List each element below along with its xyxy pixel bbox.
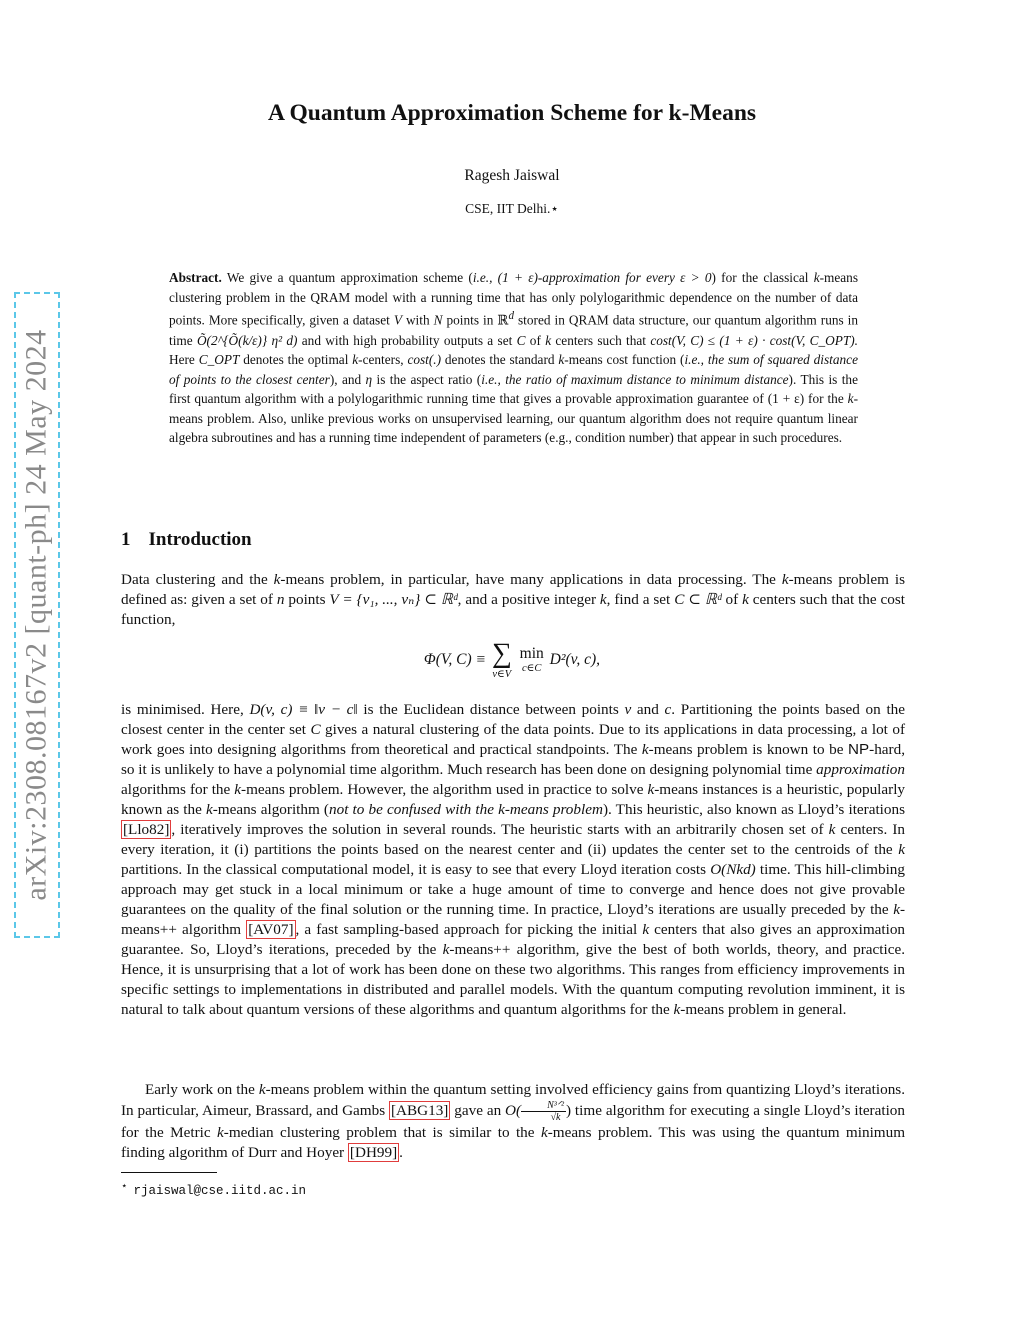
body-text: time. This hill-climbing approach may get stuck in a local minimum or take a huge amount of time to converge and hence does not give provable guarantees on the quality of the final solution or the running time. In practice, Lloyd’s iterations are usually preceded by the (121, 861, 905, 918)
body-text: -means problem in general. (680, 1001, 847, 1018)
math-k: k (828, 821, 836, 838)
math-big-o-close: ) (565, 1101, 572, 1119)
math-k: k (558, 352, 565, 368)
math-k: k (742, 591, 749, 608)
math-k: k (540, 1124, 548, 1141)
body-text: gives a natural clustering of the data points. Due to its applications in data processing, a lot of work goes into designing algorithms from theoretical and practical standpoints. The (121, 721, 906, 758)
section-number: 1 (121, 529, 131, 550)
math-k: k (673, 1001, 681, 1018)
footnote-rule (121, 1172, 217, 1173)
body-text: -median clustering problem that is similar to the (223, 1124, 541, 1141)
body-text: gave an (450, 1101, 506, 1119)
author-affiliation: CSE, IIT Delhi.⋆ (465, 201, 559, 216)
abstract-label: Abstract. (169, 270, 222, 285)
math-center-set-c: C (310, 721, 321, 738)
author-name: Ragesh Jaiswal (464, 167, 560, 184)
body-text: ). This heuristic, also known as Lloyd’s iterations (602, 801, 906, 818)
abstract-text: i.e., the ratio of maximum distance to minimum distance (481, 371, 789, 387)
emphasis-approximation: approximation (816, 761, 905, 778)
math-k: k (205, 801, 213, 818)
body-text: , a fast sampling-based approach for picking the initial (295, 921, 643, 938)
math-k: k (642, 921, 650, 938)
math-n: N (433, 312, 443, 328)
math-big-o-open: O( (505, 1101, 522, 1119)
math-k: k (599, 591, 607, 608)
body-text: algorithms for the (121, 781, 235, 798)
abstract-text: ), and (329, 371, 366, 387)
body-text: , iteratively improves the solution in several rounds. The heuristic starts with an arbitrarily chosen set of (171, 821, 829, 838)
abstract-text: denotes the optimal (239, 352, 353, 368)
abstract-text: i.e., (1 + ε)-approximation for every ε > 0 (472, 270, 712, 285)
math-point-set: V = {v₁, ..., vₙ} ⊂ ℝᵈ (329, 591, 458, 608)
body-text: is minimised. Here, (121, 701, 250, 718)
math-k: k (273, 571, 281, 588)
math-k: k (647, 781, 655, 798)
math-k: k (234, 781, 242, 798)
math-k: k (217, 1124, 224, 1141)
math-k: k (442, 941, 450, 958)
math-center-set: C ⊂ ℝᵈ (674, 591, 722, 608)
body-text: centers that also gives an approximation guarantee. So, Lloyd’s iterations, preceded by the (121, 921, 906, 958)
math-k: k (813, 270, 820, 285)
body-text: . Partitioning the points based on the closest center in the center set (121, 701, 905, 738)
math-v: v (624, 701, 632, 718)
section-title: Introduction (148, 529, 252, 550)
running-time-formula: Õ(2^{Õ(k/ε)} η² d) (196, 332, 298, 348)
abstract-text: denotes the standard (441, 352, 559, 368)
abstract-text: points in (442, 312, 498, 328)
body-text: of (721, 591, 743, 608)
math-k: k (352, 352, 359, 368)
body-text: -means problem is defined as: given a set of (121, 571, 905, 608)
arxiv-stamp (14, 292, 60, 938)
body-text: -means algorithm ( (212, 801, 329, 818)
citation-dh99[interactable]: [DH99] (349, 1144, 398, 1161)
math-k: k (781, 571, 789, 588)
emphasis-not-confused: not to be confused with the k-means problem (329, 801, 603, 818)
abstract-text: of (525, 332, 546, 348)
body-text: -means problem. This was using the quantum minimum finding algorithm of Durr and Hoyer (121, 1124, 906, 1161)
math-k: k (641, 741, 649, 758)
abstract-text: We give a quantum approximation scheme ( (226, 270, 473, 285)
equation-lhs: Φ(V, C) ≡ (423, 650, 486, 668)
abstract-text: -means problem. Also, unlike previous works on unsupervised learning, our quantum algorithm does not require quantum linear algebra subroutines and has a running time independent of parameters (e.g., condition number) that appear in such procedures. (169, 391, 858, 446)
math-eta: η (365, 371, 373, 387)
section-heading (121, 529, 252, 551)
abstract-text: ) for the classical (711, 270, 814, 285)
math-cost: cost(.) (407, 352, 442, 368)
math-c: c (664, 701, 672, 718)
math-k: k (898, 841, 905, 858)
body-text: -means++ algorithm, give the best of both worlds, theory, and practice. Hence, it is unsurprising that a lot of work has been done on these two algorithms. This ranges from efficiency improvements in specific settings to implementations in distributed and parallel models. With the quantum computing revolution imminent, it is natural to talk about quantum versions of these algorithms and quantum algorithms for the (121, 941, 906, 1018)
citation-llo82[interactable]: [Llo82] (123, 821, 170, 838)
abstract-text: stored in QRAM data structure, our quantum algorithm runs in time (169, 312, 859, 348)
equation-rhs: D²(v, c), (549, 650, 601, 668)
body-text: points (284, 591, 330, 608)
abstract-text: Here (169, 352, 199, 368)
abstract-text: is the aspect ratio ( (372, 371, 482, 387)
abstract (169, 268, 858, 448)
abstract-text: ). This is the first quantum algorithm with a polylogarithmic running time that gives a provable approximation guarantee of (1 + ε) for the (169, 371, 858, 407)
citation-av07[interactable]: [AV07] (248, 921, 294, 938)
cost-inequality: cost(V, C) ≤ (1 + ε) · cost(V, C_OPT). (650, 332, 858, 348)
math-distance: D(v, c) ≡ ‖v − c‖ (249, 701, 358, 718)
abstract-text: centers such that (551, 332, 651, 348)
math-d: d (508, 310, 514, 322)
math-k: k (847, 391, 854, 407)
body-text: Data clustering and the (121, 571, 274, 588)
min-operator: min (519, 644, 544, 662)
body-text: is the Euclidean distance between points (357, 701, 625, 718)
body-text: -means problem is known to be (648, 741, 849, 758)
body-text: -means problem. However, the algorithm used in practice to solve (241, 781, 648, 798)
np-class: NP (848, 741, 870, 758)
math-copt: C_OPT (198, 352, 240, 368)
fraction-denominator: √k (550, 1112, 561, 1123)
fraction-numerator: N³ᐟ² (521, 1100, 566, 1112)
summation (492, 640, 512, 681)
body-text: partitions. In the classical computational model, it is easy to see that every Lloyd iteration costs (121, 861, 711, 878)
paper-title: A Quantum Approximation Scheme for k-Means (267, 100, 757, 126)
summation-sign: ∑ (491, 638, 512, 669)
math-n: n (276, 591, 285, 608)
body-text: and (631, 701, 665, 718)
math-complexity: O(Nkd) (710, 861, 756, 878)
abstract-text: -means cost function ( (564, 352, 685, 368)
math-k: k (258, 1081, 266, 1098)
body-text: . (399, 1144, 403, 1161)
abstract-text: and with high probability outputs a set (297, 332, 517, 348)
body-text: -means++ algorithm (121, 901, 905, 938)
fraction (521, 1100, 566, 1123)
body-text: -means problem, in particular, have many applications in data processing. The (280, 571, 782, 588)
body-text: -hard, so it is unlikely to have a polynomial time algorithm. Much research has been done on designing polynomial time (121, 741, 905, 778)
intro-paragraph-3 (121, 1080, 905, 1163)
math-c: C (516, 332, 526, 348)
math-k: k (893, 901, 900, 918)
body-text: , find a set (606, 591, 675, 608)
body-text: -means problem within the quantum setting involved efficiency gains from quantizing Lloyd’s iterations. In particular, Aimeur, Brassard, and Gambs (121, 1081, 905, 1119)
intro-paragraph-2 (121, 700, 905, 1020)
body-text: -means instances is a heuristic, popularly known as the (121, 781, 906, 818)
body-text: time algorithm for executing a single Lloyd’s iteration for the Metric (121, 1101, 905, 1141)
body-text: centers. In every iteration, it (i) partitions the points based on the nearest center and (ii) updates the center set to the centroids of the (121, 821, 905, 858)
cost-function-equation (0, 640, 1024, 681)
footnote-mark: ⋆ (121, 1181, 128, 1192)
abstract-text: i.e., the sum of squared distance of points to the closest center (169, 352, 858, 387)
author-email[interactable]: rjaiswal@cse.iitd.ac.in (133, 1184, 307, 1199)
math-v: V (393, 312, 402, 328)
summation-index: v∈V (492, 669, 512, 680)
abstract-text: -means clustering problem in the QRAM model with a running time that has only polylogarithmic dependence on the number of data points. More specifically, given a dataset (169, 270, 859, 328)
body-text: Early work on the (145, 1081, 259, 1098)
body-text: , and a positive integer (457, 591, 600, 608)
abstract-text: with (401, 312, 434, 328)
math-reals: ℝ (497, 313, 509, 329)
math-k: k (545, 332, 552, 348)
arxiv-identifier: arXiv:2308.08167v2 [quant-ph] 24 May 2024 (20, 329, 54, 901)
body-text: centers such that the cost function, (121, 591, 906, 628)
abstract-text: -centers, (358, 352, 408, 368)
min-index: c∈C (522, 663, 542, 675)
footnote (121, 1180, 306, 1198)
minimum (520, 646, 544, 675)
citation-abg13[interactable]: [ABG13] (391, 1101, 449, 1119)
intro-paragraph-1 (121, 570, 905, 630)
